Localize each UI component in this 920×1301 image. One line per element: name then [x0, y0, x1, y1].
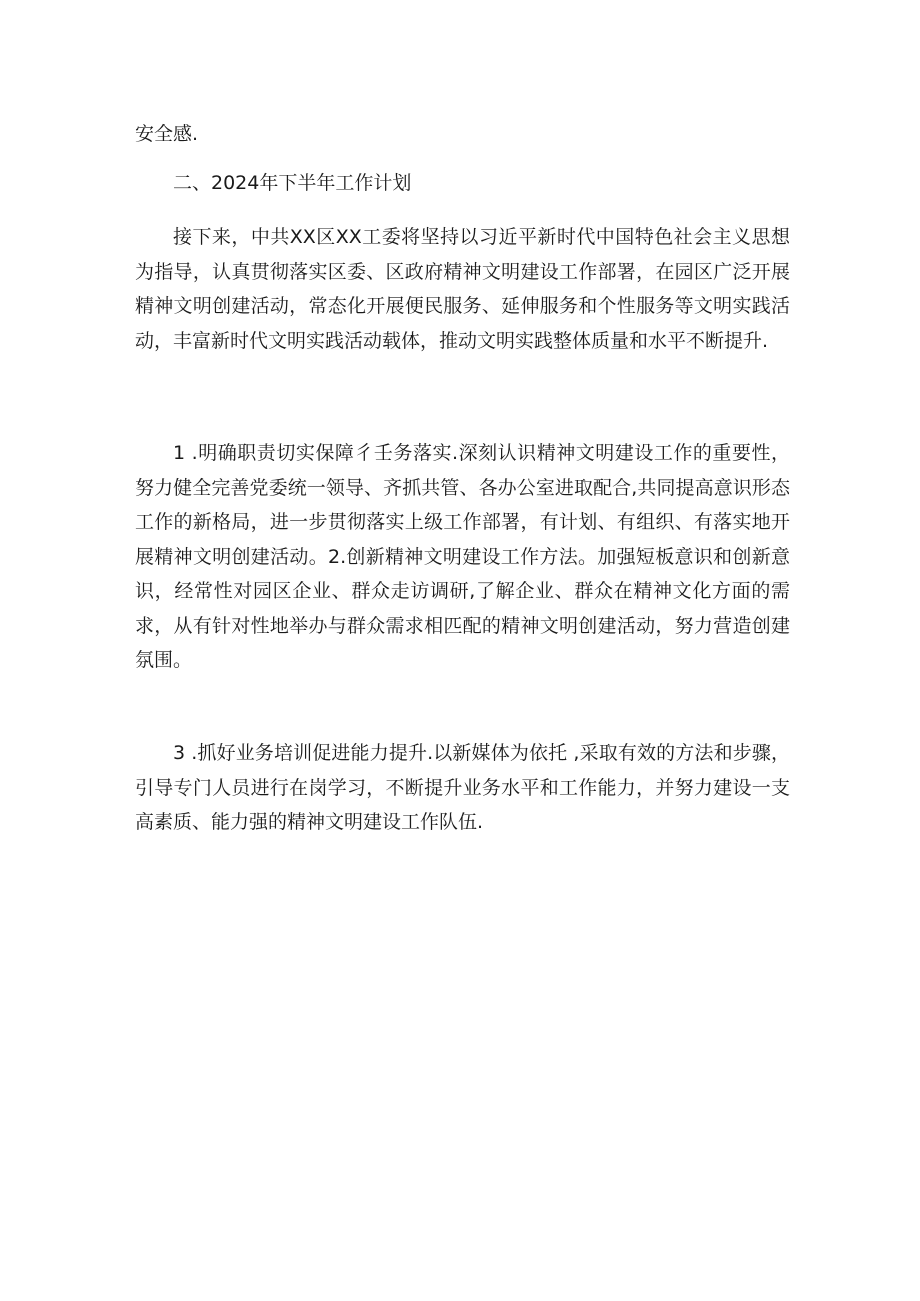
continuation-line: 安全感. [135, 123, 199, 145]
paragraph-item-1-2: 1 .明确职责切实保障彳壬务落实.深刻认识精神文明建设工作的重要性，努力健全完善党委统一领导、齐抓共管、各办公室进取配合,共同提高意识形态工作的新格局，进一步贯彻落实上级工作部署，有计划、有组织、有落实地开展精神文明创建活动。2.创新精神文明建设工作方法。加强短板意识和创新意识，经常性对园区企业、群众走访调研,了解企业、群众在精神文化方面的需求，从有针对性地举办与群众需求相匹配的精神文明创建活动，努力营造创建氛围。 [135, 442, 790, 671]
paragraph-item-3: 3 .抓好业务培训促进能力提升.以新媒体为依托 ,采取有效的方法和步骤，引导专门人员进行在岗学习，不断提升业务水平和工作能力，并努力建设一支高素质、能力强的精神文明建设工作队伍. [135, 742, 790, 833]
section-heading: 二、2024年下半年工作计划 [173, 172, 412, 194]
paragraph-intro: 接下来，中共XX区XX工委将坚持以习近平新时代中国特色社会主义思想为指导，认真贯彻落实区委、区政府精神文明建设工作部署，在园区广泛开展精神文明创建活动，常态化开展便民服务、延伸服务和个性服务等文明实践活动，丰富新时代文明实践活动载体，推动文明实践整体质量和水平不断提升. [135, 226, 790, 352]
